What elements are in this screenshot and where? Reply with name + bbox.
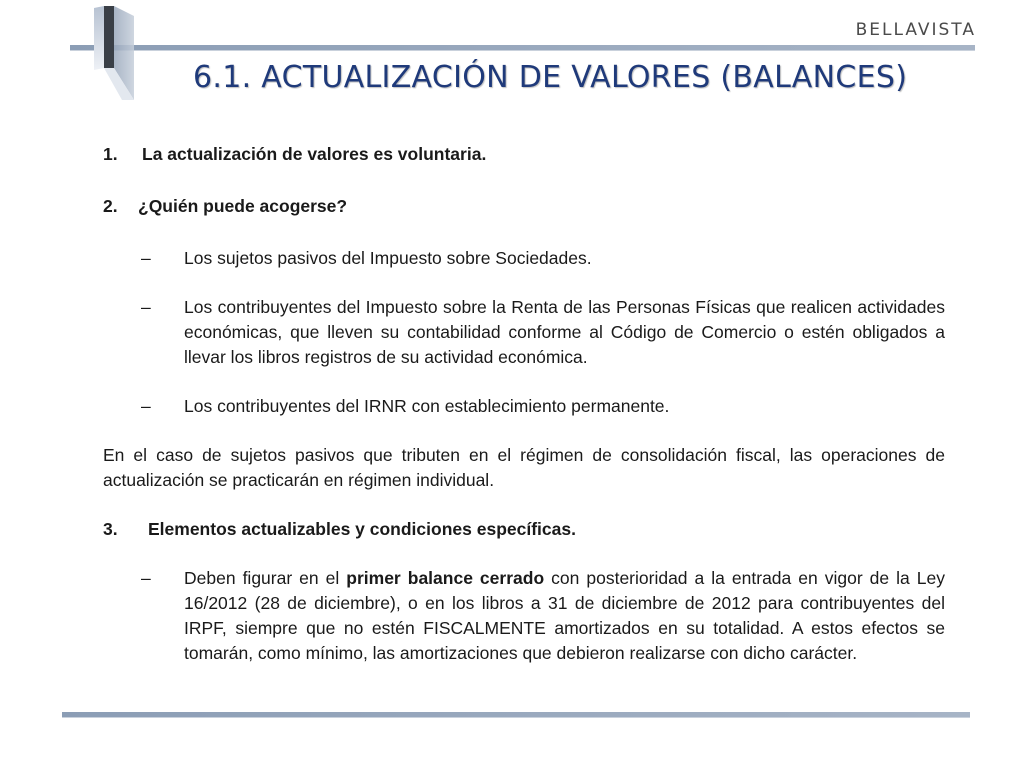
item-number: 3. — [103, 519, 118, 539]
brand-logo — [88, 6, 148, 102]
item-elements — [103, 517, 945, 542]
item-who — [103, 194, 945, 219]
bullet-balance — [103, 566, 945, 666]
bullet-text: Los sujetos pasivos del Impuesto sobre Sociedades. — [184, 248, 592, 268]
bullet-text: Los contribuyentes del Impuesto sobre la Renta de las Personas Físicas que realicen actividades económicas, que lleven su contabilidad conforme al Código de Comercio o estén obligados a llevar los libros registros de su actividad económica. — [184, 297, 945, 367]
bullet-text-start: Deben figurar en el — [184, 568, 347, 588]
dash-marker: – — [141, 248, 151, 268]
slide-content — [103, 142, 945, 666]
bullet-text-end: con posterioridad a la entrada en vigor de la Ley 16/2012 (28 de diciembre), o en los libros a 31 de diciembre de 2012 para contribuyentes del IRPF, siempre que no estén FISCALMENTE amortizados en su totalidad. A estos efectos se tomarán, como mínimo, las amortizaciones que debieron realizarse con dicho carácter. — [184, 568, 945, 663]
header-divider — [70, 45, 975, 51]
dash-marker: – — [141, 297, 151, 317]
dash-marker: – — [141, 568, 151, 588]
item-number: 2. — [103, 196, 118, 216]
bullet-text: Los contribuyentes del IRNR con establecimiento permanente. — [184, 396, 670, 416]
item-text: Elementos actualizables y condiciones específicas. — [148, 519, 576, 539]
bullet-irnr — [103, 394, 945, 419]
dash-marker: – — [141, 396, 151, 416]
item-voluntary — [103, 142, 945, 167]
bullet-text-emphasis: primer balance cerrado — [346, 568, 545, 588]
page-title: 6.1. ACTUALIZACIÓN DE VALORES (BALANCES) — [193, 60, 908, 95]
item-text: La actualización de valores es voluntaria. — [142, 144, 487, 164]
consolidation-paragraph: En el caso de sujetos pasivos que tributen en el régimen de consolidación fiscal, las operaciones de actualización se practicarán en régimen individual. — [103, 445, 945, 490]
footer-divider — [62, 712, 970, 718]
brand-name: BELLAVISTA — [855, 20, 976, 40]
item-number: 1. — [103, 144, 118, 164]
bullet-irpf — [103, 295, 945, 370]
bullet-sociedades — [103, 246, 945, 271]
item-text: ¿Quién puede acogerse? — [138, 196, 348, 216]
